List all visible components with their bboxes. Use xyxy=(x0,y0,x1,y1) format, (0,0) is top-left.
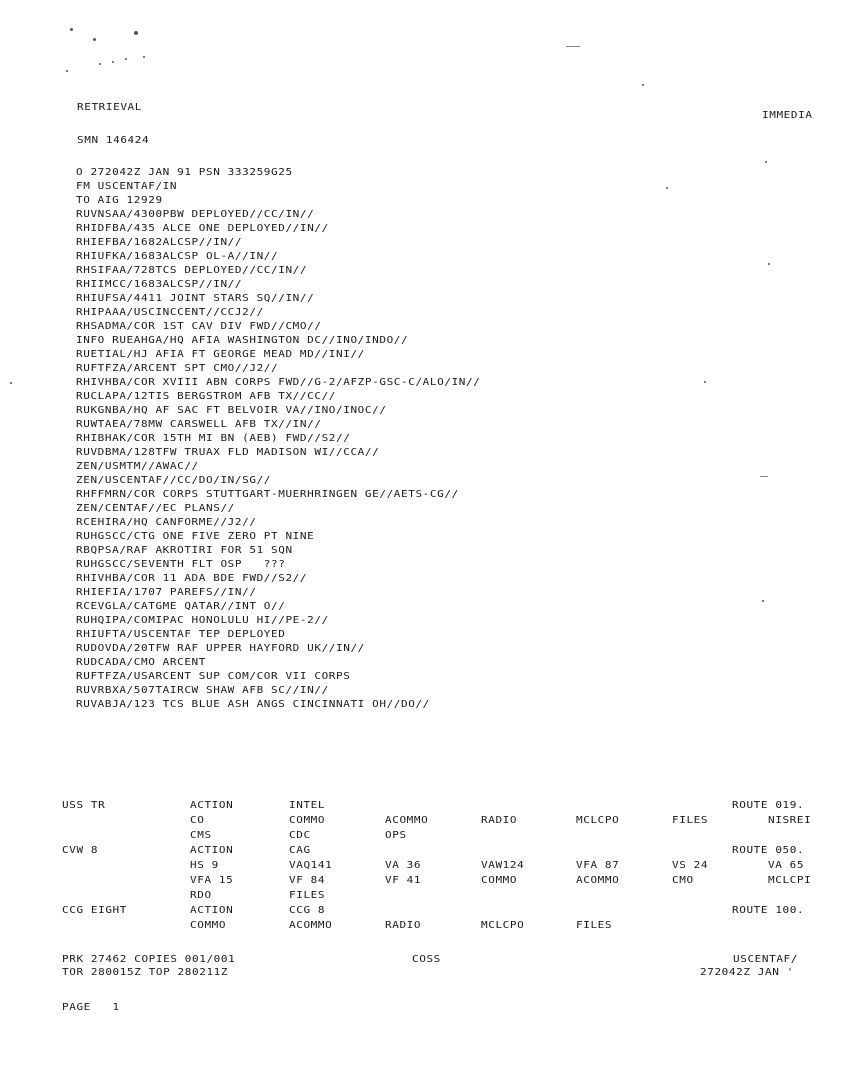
message-line: RUCLAPA/12TIS BERGSTROM AFB TX//CC// xyxy=(76,390,337,402)
scan-speck xyxy=(70,28,73,31)
distribution-cell: HS 9 xyxy=(190,859,219,871)
message-line: RCEVGLA/CATGME QATAR//INT O// xyxy=(76,600,286,612)
distribution-cell: MCLCPI xyxy=(768,874,812,886)
message-line: RCEHIRA/HQ CANFORME//J2// xyxy=(76,516,257,528)
distribution-cell: VFA 15 xyxy=(190,874,234,886)
scan-speck xyxy=(66,70,68,72)
message-line: RUKGNBA/HQ AF SAC FT BELVOIR VA//INO/INOC// xyxy=(76,404,387,416)
distribution-cell: MCLCPO xyxy=(481,919,525,931)
distribution-cell: ACTION xyxy=(190,904,234,916)
message-line: RUWTAEA/78MW CARSWELL AFB TX//IN// xyxy=(76,418,322,430)
distribution-cell: FILES xyxy=(576,919,613,931)
message-serial-number: SMN 146424 xyxy=(77,134,150,146)
distribution-cell: INTEL xyxy=(289,799,326,811)
distribution-cell: VA 65 xyxy=(768,859,805,871)
distribution-cell: CDC xyxy=(289,829,311,841)
distribution-cell: ROUTE 050. xyxy=(732,844,805,856)
distribution-cell: VAW124 xyxy=(481,859,525,871)
message-line: RHIVHBA/COR 11 ADA BDE FWD//S2// xyxy=(76,572,308,584)
scan-speck xyxy=(765,161,767,163)
message-line: RUDOVDA/20TFW RAF UPPER HAYFORD UK//IN// xyxy=(76,642,365,654)
distribution-cell: ACOMMO xyxy=(385,814,429,826)
distribution-cell: ACTION xyxy=(190,844,234,856)
footer-coss: COSS xyxy=(412,953,441,965)
distribution-cell: COMMO xyxy=(289,814,326,826)
scan-speck xyxy=(125,58,127,60)
message-line: RHIUFSA/4411 JOINT STARS SQ//IN// xyxy=(76,292,315,304)
message-line: RHIUFTA/USCENTAF TEP DEPLOYED xyxy=(76,628,286,640)
distribution-cell: VF 84 xyxy=(289,874,326,886)
message-line: TO AIG 12929 xyxy=(76,194,163,206)
footer-office: USCENTAF/ xyxy=(733,953,799,965)
message-line: RUHGSCC/CTG ONE FIVE ZERO PT NINE xyxy=(76,530,315,542)
message-line: RUHGSCC/SEVENTH FLT OSP ??? xyxy=(76,558,286,570)
message-line: ZEN/CENTAF//EC PLANS// xyxy=(76,502,235,514)
distribution-cell: VAQ141 xyxy=(289,859,333,871)
distribution-cell: COMMO xyxy=(481,874,518,886)
message-line: RHIVHBA/COR XVIII ABN CORPS FWD//G-2/AFZP-GSC-C/ALO/IN// xyxy=(76,376,481,388)
scan-mark xyxy=(566,46,580,47)
message-line: RHSIFAA/728TCS DEPLOYED//CC/IN// xyxy=(76,264,308,276)
message-line: RUVRBXA/507TAIRCW SHAW AFB SC//IN// xyxy=(76,684,329,696)
distribution-cell: RADIO xyxy=(385,919,422,931)
message-line: RHIEFIA/1707 PAREFS//IN// xyxy=(76,586,257,598)
message-line: INFO RUEAHGA/HQ AFIA WASHINGTON DC//INO/INDO// xyxy=(76,334,409,346)
distribution-cell: CO xyxy=(190,814,205,826)
message-line: RHFFMRN/COR CORPS STUTTGART-MUERHRINGEN GE//AETS-CG// xyxy=(76,488,459,500)
distribution-cell: ROUTE 100. xyxy=(732,904,805,916)
message-line: RHIEFBA/1682ALCSP//IN// xyxy=(76,236,243,248)
distribution-cell: CCG EIGHT xyxy=(62,904,128,916)
scan-mark xyxy=(760,476,768,477)
distribution-cell: MCLCPO xyxy=(576,814,620,826)
message-line: RUETIAL/HJ AFIA FT GEORGE MEAD MD//INI// xyxy=(76,348,365,360)
footer-tor-top: TOR 280015Z TOP 280211Z xyxy=(62,966,229,978)
footer-dtg: 272042Z JAN ' xyxy=(700,966,794,978)
distribution-cell: ACTION xyxy=(190,799,234,811)
distribution-cell: RDO xyxy=(190,889,212,901)
message-line: RHSADMA/COR 1ST CAV DIV FWD//CMO// xyxy=(76,320,322,332)
distribution-cell: OPS xyxy=(385,829,407,841)
message-line: RUFTFZA/USARCENT SUP COM/COR VII CORPS xyxy=(76,670,351,682)
message-line: ZEN/USCENTAF//CC/DO/IN/SG// xyxy=(76,474,272,486)
message-line: RHIIMCC/1683ALCSP//IN// xyxy=(76,278,243,290)
message-line: RUVABJA/123 TCS BLUE ASH ANGS CINCINNATI OH//DO// xyxy=(76,698,430,710)
scan-speck xyxy=(762,600,764,602)
distribution-cell: COMMO xyxy=(190,919,227,931)
distribution-cell: FILES xyxy=(289,889,326,901)
distribution-cell: NISREI xyxy=(768,814,812,826)
distribution-cell: RADIO xyxy=(481,814,518,826)
distribution-cell: CCG 8 xyxy=(289,904,326,916)
message-line: RBQPSA/RAF AKROTIRI FOR 51 SQN xyxy=(76,544,293,556)
distribution-cell: CAG xyxy=(289,844,311,856)
distribution-cell: CMS xyxy=(190,829,212,841)
message-line: RHIBHAK/COR 15TH MI BN (AEB) FWD//S2// xyxy=(76,432,351,444)
message-line: RHIDFBA/435 ALCE ONE DEPLOYED//IN// xyxy=(76,222,329,234)
distribution-cell: ROUTE 019. xyxy=(732,799,805,811)
scan-speck xyxy=(10,382,12,384)
distribution-cell: FILES xyxy=(672,814,709,826)
message-line: ZEN/USMTM//AWAC// xyxy=(76,460,199,472)
document-title: RETRIEVAL xyxy=(77,101,143,113)
message-line: RUVDBMA/128TFW TRUAX FLD MADISON WI//CCA// xyxy=(76,446,380,458)
distribution-cell: ACOMMO xyxy=(576,874,620,886)
distribution-cell: VA 36 xyxy=(385,859,422,871)
scan-speck xyxy=(112,61,114,63)
distribution-cell: VFA 87 xyxy=(576,859,620,871)
distribution-cell: USS TR xyxy=(62,799,106,811)
message-line: RUHQIPA/COMIPAC HONOLULU HI//PE-2// xyxy=(76,614,329,626)
scan-speck xyxy=(134,31,138,35)
scan-speck xyxy=(93,38,96,41)
message-line: O 272042Z JAN 91 PSN 333259G25 xyxy=(76,166,293,178)
scan-speck xyxy=(143,56,145,58)
precedence-label: IMMEDIA xyxy=(762,109,813,121)
distribution-cell: VF 41 xyxy=(385,874,422,886)
message-line: FM USCENTAF/IN xyxy=(76,180,178,192)
scan-speck xyxy=(768,263,770,265)
distribution-cell: CVW 8 xyxy=(62,844,99,856)
scan-speck xyxy=(642,84,644,86)
footer-prk-copies: PRK 27462 COPIES 001/001 xyxy=(62,953,236,965)
message-line: RHIPAAA/USCINCCENT//CCJ2// xyxy=(76,306,264,318)
scan-speck xyxy=(99,63,101,65)
message-line: RUFTFZA/ARCENT SPT CMO//J2// xyxy=(76,362,279,374)
page-number: PAGE 1 xyxy=(62,1001,120,1013)
distribution-cell: CMO xyxy=(672,874,694,886)
distribution-cell: ACOMMO xyxy=(289,919,333,931)
scan-speck xyxy=(666,187,668,189)
message-line: RUDCADA/CMO ARCENT xyxy=(76,656,207,668)
message-line: RUVNSAA/4300PBW DEPLOYED//CC/IN// xyxy=(76,208,315,220)
message-line: RHIUFKA/1683ALCSP OL-A//IN// xyxy=(76,250,279,262)
distribution-cell: VS 24 xyxy=(672,859,709,871)
scan-speck xyxy=(704,381,706,383)
